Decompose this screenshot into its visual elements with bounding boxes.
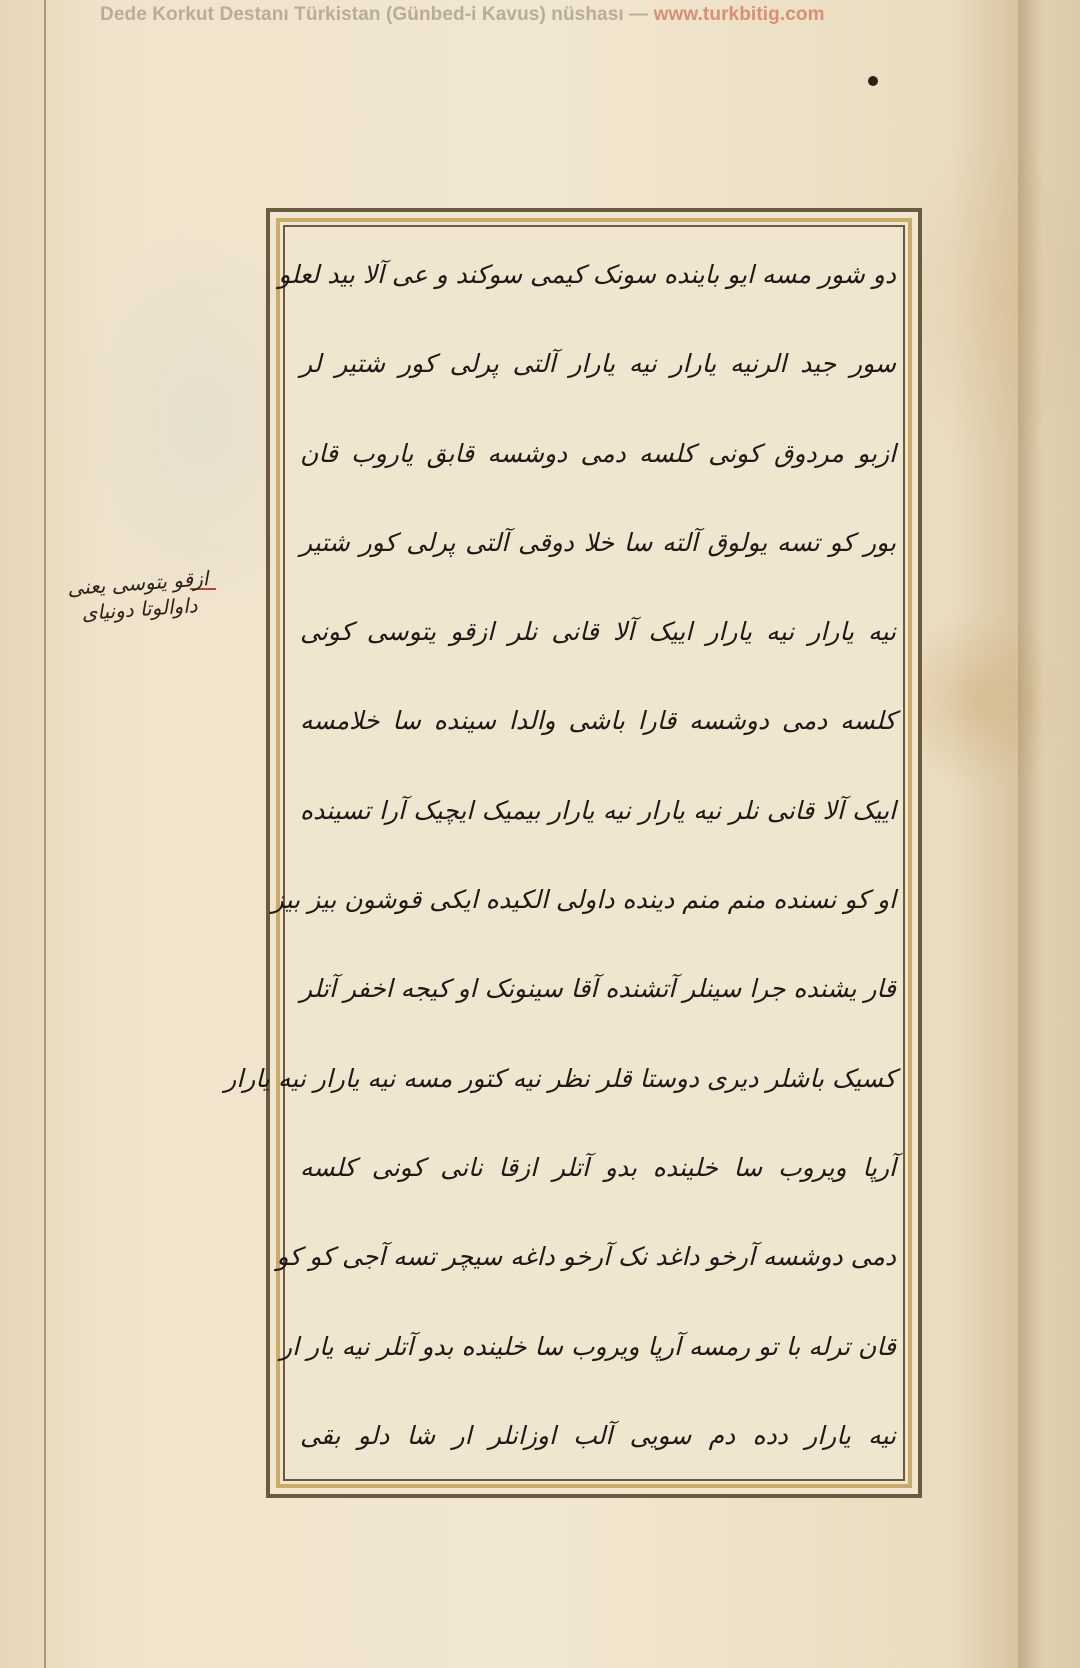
- text-line: آرپا ویروب سا خلینده بدو آتلر ازقا نانی کونی کلسه: [300, 1152, 896, 1182]
- text-line: سور جید الرنیه یارار نیه یارار آلتی پرلی کور شتیر لر: [300, 349, 896, 379]
- text-line: کلسه دمی دوشسه قارا باشی والدا سینده سا خلامسه: [300, 706, 896, 736]
- text-line: نیه یارار دده دم سویی آلب اوزانلر ار شا دلو بقی: [300, 1420, 896, 1450]
- text-line: دو شور مسه ایو باینده سونک کیمی سوکند و عی آلا بید لعلو: [278, 260, 896, 289]
- ink-dot: [868, 76, 878, 86]
- manuscript-text: [224, 230, 896, 1480]
- watermark-title: Dede Korkut Destanı Türkistan (Günbed-i Kavus) nüshası —: [100, 4, 654, 25]
- watermark-url: www.turkbitig.com: [653, 4, 825, 25]
- text-line: قان ترله با تو رمسه آرپا ویروب سا خلینده بدو آتلر نیه یار ار: [280, 1331, 896, 1361]
- text-line: دمی دوشسه آرخو داغد نک آرخو داغه سیچر تسه آجی کو کو: [276, 1242, 896, 1272]
- text-line: اییک آلا قانی نلر نیه یارار نیه یارار بیمیک ایچیک آرا تسینده: [300, 795, 896, 825]
- text-line: بور کو تسه یولوق آلته سا خلا دوقی آلتی پرلی کور شتیر: [300, 527, 896, 557]
- left-margin-rule: [44, 0, 46, 1668]
- text-line: قار یشنده جرا سینلر آتشنده آقا سینونک او کیجه اخفر آتلر: [299, 974, 896, 1004]
- text-frame: [224, 208, 922, 1498]
- text-line: کسیک باشلر دیری دوستا قلر نظر نیه کتور مسه نیه یارار نیه یارار: [224, 1063, 896, 1093]
- watermark-caption: [100, 4, 980, 32]
- book-binding-edge: [1018, 0, 1080, 1668]
- text-line: نیه یارار نیه یارار اییک آلا قانی نلر ازقو یتوسی کونی: [300, 617, 896, 647]
- text-line: ازبو مردوق کونی کلسه دمی دوشسه قابق یاروب قان: [300, 438, 896, 468]
- text-line: او کو نسنده منم منم دینده داولی الکیده ایکی قوشون بیز بیز: [271, 885, 896, 915]
- margin-note: ازقو یتوسی یعنی داوالوتا دونیای: [66, 566, 209, 626]
